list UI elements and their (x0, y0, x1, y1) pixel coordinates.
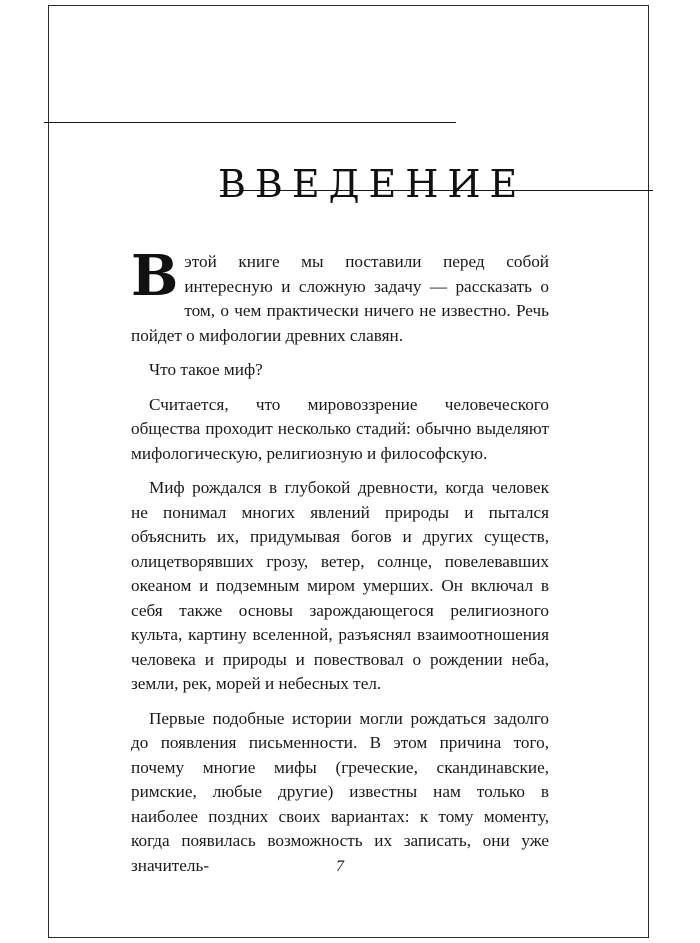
paragraph-4: Миф рождался в глубокой древности, когда человек не понимал многих явлений природы и пытался объяснить их, придумывая богов и других существ, олицетворявших грозу, ветер, солнце, повелевавших океаном и подземным миром умерших. Он включал в себя также основы зарождающегося религиозного культа, картину вселенной, разъяснял взаимоотношения человека и природы и повествовал о рождении неба, земли, рек, морей и небесных тел. (131, 478, 549, 693)
page-number (0, 858, 700, 876)
paragraph-2: Что такое миф? (149, 360, 263, 379)
paragraph-1 (131, 243, 549, 348)
title-rule-top (44, 122, 456, 123)
drop-cap: В (131, 243, 179, 309)
page-number-text: 7 (336, 858, 344, 875)
paragraph-1-text: этой книге мы поставили перед собой интересную и сложную задачу — рассказать о том, о чем практически ничего не известно. Речь пойдет о мифологии древних славян. (131, 252, 549, 345)
body-text (131, 243, 549, 888)
paragraph-3: Считается, что мировоззрение человеческого общества проходит несколько стадий: обычно выделяют мифологическую, религиозную и философскую. (131, 394, 549, 463)
chapter-title: ВВЕДЕНИЕ (218, 162, 527, 207)
paragraph-5: Первые подобные истории могли рождаться задолго до появления письменности. В этом причина того, почему многие мифы (греческие, скандинавские, римские, любые другие) известны нам только в наиболее поздних своих вариантах: к тому моменту, когда появилась возможность их записать, они уже значитель- (131, 708, 549, 875)
